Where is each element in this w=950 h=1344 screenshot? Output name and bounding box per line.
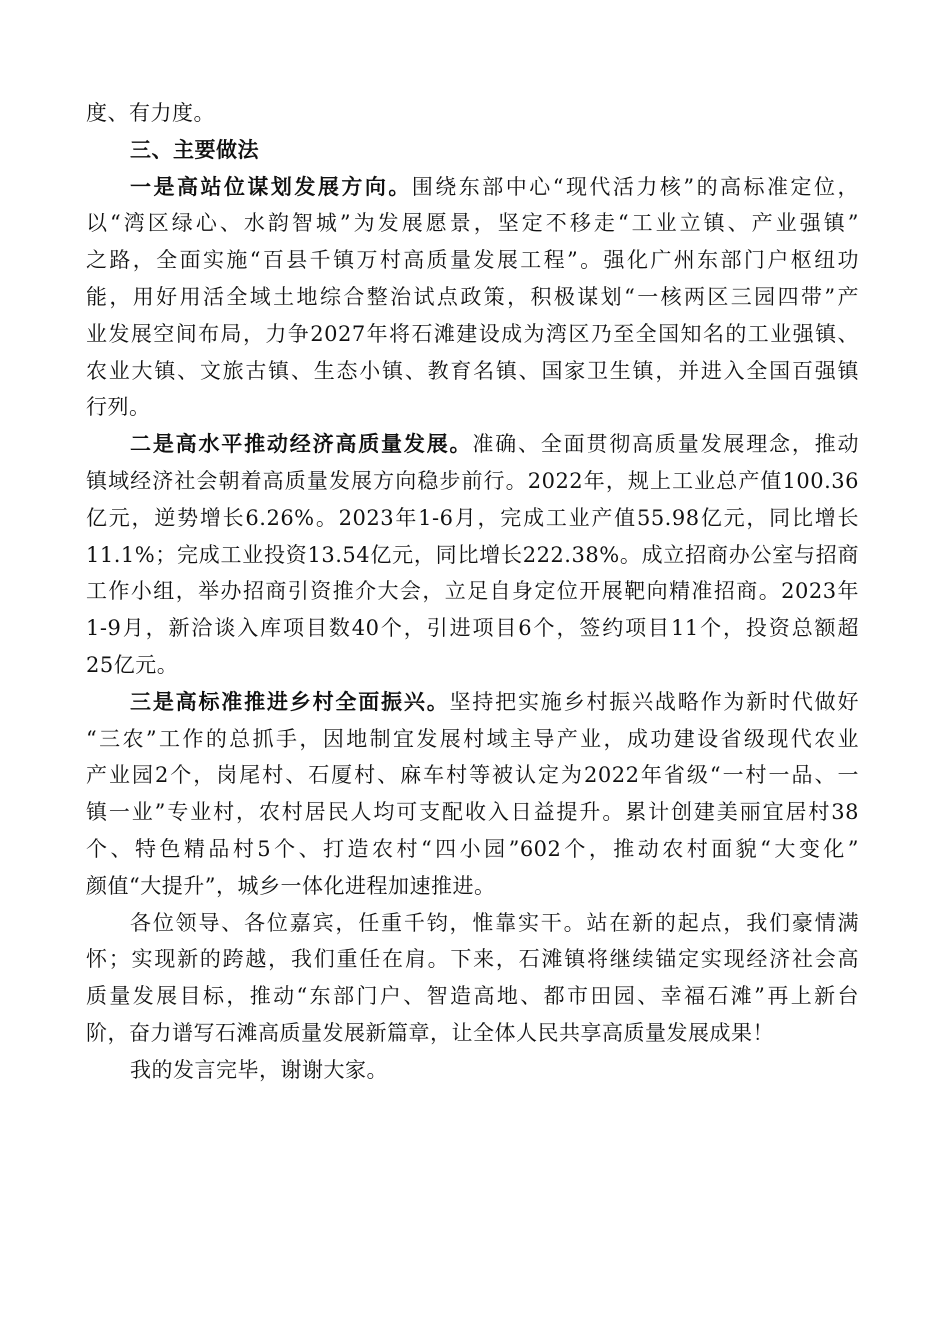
line-text: 坚持把实施乡村振兴战略作为新时代做好 — [449, 689, 859, 714]
paragraph — [86, 426, 859, 684]
paragraph-lead: 一是高站位谋划发展方向。 — [130, 174, 412, 199]
paragraph-line — [86, 537, 859, 574]
paragraph-line — [86, 463, 859, 500]
paragraph-line — [86, 353, 859, 390]
paragraph-line — [86, 647, 859, 684]
line-text: 行列。 — [86, 395, 151, 420]
paragraph — [86, 905, 859, 1052]
paragraph-line — [86, 205, 859, 242]
paragraph-lead: 二是高水平推动经济高质量发展。 — [130, 432, 473, 457]
paragraph-line — [86, 684, 859, 721]
paragraph-line — [86, 978, 859, 1015]
line-text: 颜值“大提升”，城乡一体化进程加速推进。 — [86, 873, 496, 898]
paragraph-line — [86, 794, 859, 831]
line-text: 工作小组，举办招商引资推介大会，立足自身定位开展靶向精准招商。2023年 — [86, 579, 859, 604]
line-text: 我的发言完毕，谢谢大家。 — [130, 1057, 388, 1082]
paragraph-line — [86, 389, 859, 426]
paragraph-line — [86, 868, 859, 905]
line-text: 各位领导、各位嘉宾，任重千钧，惟靠实干。站在新的起点，我们豪情满 — [130, 910, 859, 935]
line-text: 镇域经济社会朝着高质量发展方向稳步前行。2022年，规上工业总产值100.36 — [86, 468, 859, 493]
document-body — [86, 169, 859, 1089]
paragraph-line — [86, 1052, 859, 1089]
line-text: 11.1%；完成工业投资13.54亿元，同比增长222.38%。成立招商办公室与招商 — [86, 542, 859, 567]
paragraph-line — [86, 721, 859, 758]
line-text: 准确、全面贯彻高质量发展理念，推动 — [472, 432, 860, 457]
paragraph-line — [86, 573, 859, 610]
paragraph — [86, 1052, 859, 1089]
line-text: “三农”工作的总抓手，因地制宜发展村域主导产业，成功建设省级现代农业 — [86, 726, 859, 751]
paragraph — [86, 684, 859, 905]
paragraph-line — [86, 941, 859, 978]
paragraph-line — [86, 279, 859, 316]
document-page — [86, 95, 859, 1089]
line-text: 阶，奋力谱写石滩高质量发展新篇章，让全体人民共享高质量发展成果！ — [86, 1020, 774, 1045]
line-text: 25亿元。 — [86, 652, 179, 677]
line-text: 个、特色精品村5个、打造农村“四小园”602个，推动农村面貌“大变化” — [86, 836, 859, 861]
line-text: 怀；实现新的跨越，我们重任在肩。下来，石滩镇将继续锚定实现经济社会高 — [86, 947, 859, 972]
line-text: 产业园2个，岗尾村、石厦村、麻车村等被认定为2022年省级“一村一品、一 — [86, 763, 859, 788]
paragraph-line — [86, 905, 859, 942]
paragraph — [86, 169, 859, 427]
paragraph-line — [86, 1015, 859, 1052]
continuation-line: 度、有力度。 — [86, 101, 215, 125]
paragraph-line — [86, 831, 859, 868]
paragraph-line — [86, 169, 859, 206]
paragraph-line — [86, 610, 859, 647]
paragraph-line — [86, 426, 859, 463]
line-text: 农业大镇、文旅古镇、生态小镇、教育名镇、国家卫生镇，并进入全国百强镇 — [86, 358, 859, 383]
line-text: 亿元，逆势增长6.26%。2023年1-6月，完成工业产值55.98亿元，同比增长 — [86, 505, 859, 530]
line-text: 质量发展目标，推动“东部门户、智造高地、都市田园、幸福石滩”再上新台 — [86, 984, 859, 1009]
paragraph-line — [86, 242, 859, 279]
paragraph-line — [86, 757, 859, 794]
paragraph-line — [86, 316, 859, 353]
line-text: 能，用好用活全域土地综合整治试点政策，积极谋划“一核两区三园四带”产 — [86, 284, 859, 309]
line-text: 1-9月，新洽谈入库项目数40个，引进项目6个，签约项目11个，投资总额超 — [86, 616, 859, 641]
line-text: 业发展空间布局，力争2027年将石滩建设成为湾区乃至全国知名的工业强镇、 — [86, 321, 859, 346]
line-text: 之路，全面实施“百县千镇万村高质量发展工程”。强化广州东部门户枢纽功 — [86, 248, 859, 273]
line-text: 镇一业”专业村，农村居民人均可支配收入日益提升。累计创建美丽宜居村38 — [86, 800, 859, 825]
section-heading: 三、主要做法 — [130, 137, 259, 162]
paragraph-lead: 三是高标准推进乡村全面振兴。 — [130, 689, 450, 714]
paragraph-line — [86, 500, 859, 537]
line-text: 围绕东部中心“现代活力核”的高标准定位， — [411, 174, 859, 199]
line-text: 以“湾区绿心、水韵智城”为发展愿景，坚定不移走“工业立镇、产业强镇” — [86, 211, 859, 236]
